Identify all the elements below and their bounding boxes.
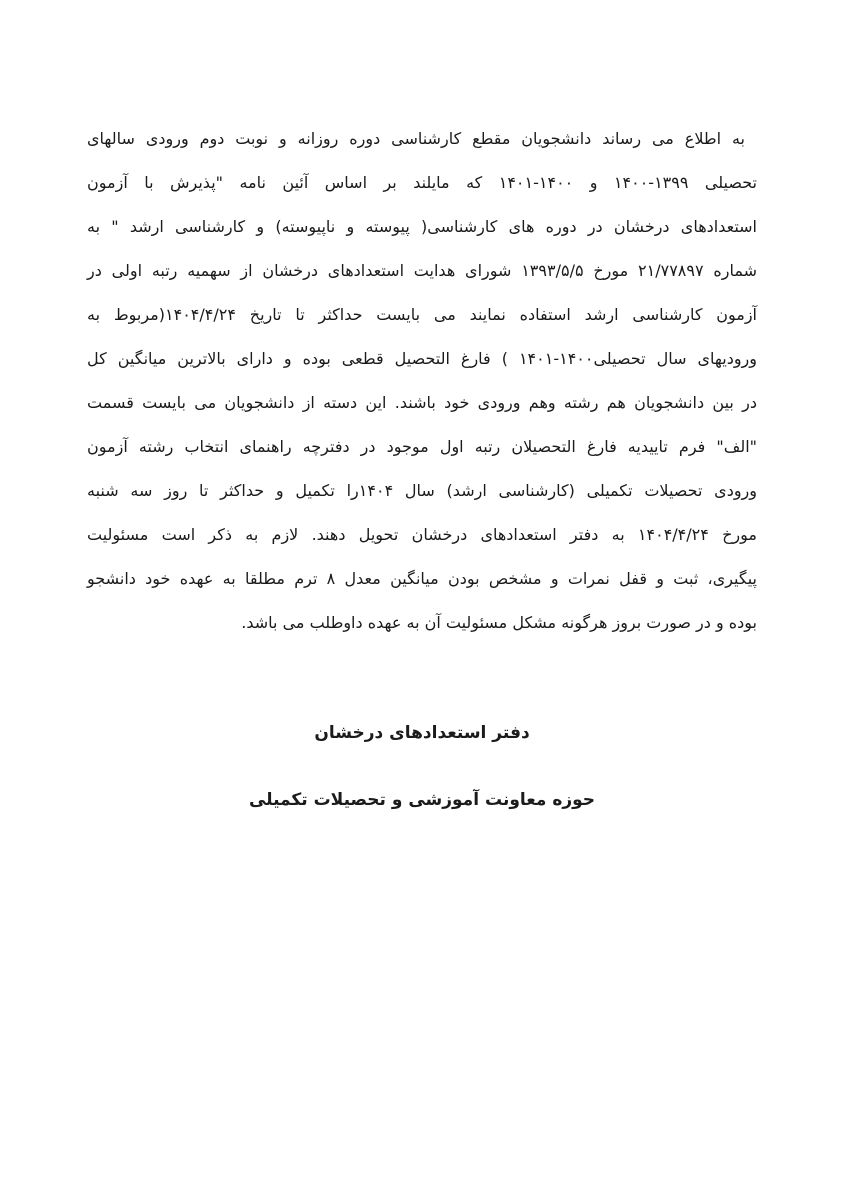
paragraph-line: در بین دانشجویان هم رشته وهم ورودی خود باشند. این دسته از دانشجویان می بایست قسمت [87,393,757,412]
paragraph-line: ورودیهای سال تحصیلی۱۴۰۰-۱۴۰۱ ) فارغ التحصیل قطعی بوده و دارای بالاترین میانگین کل [87,349,757,368]
signature-department: حوزه معاونت آموزشی و تحصیلات تکمیلی [248,790,596,810]
signature-office: دفتر استعدادهای درخشان [314,723,530,743]
paragraph-line: بوده و در صورت بروز هرگونه مشکل مسئولیت آن به عهده داوطلب می باشد. [241,613,757,632]
paragraph-line: استعدادهای درخشان در دوره های کارشناسی( پیوسته و ناپیوسته) و کارشناسی ارشد " به [87,217,757,236]
paragraph-line: مورخ ۱۴۰۴/۴/۲۴ به دفتر استعدادهای درخشان تحویل دهند. لازم به ذکر است مسئولیت [87,525,757,544]
paragraph-line: "الف" فرم تاییدیه فارغ التحصیلان رتبه اول موجود در دفترچه راهنمای انتخاب رشته آزمون [87,437,757,456]
paragraph-line: شماره ۲۱/۷۷۸۹۷ مورخ ۱۳۹۳/۵/۵ شورای هدایت استعدادهای درخشان از سهمیه رتبه اولی در [87,261,758,280]
paragraph-line: ورودی تحصیلات تکمیلی (کارشناسی ارشد) سال ۱۴۰۴را تکمیل و حداکثر تا روز سه شنبه [87,481,758,500]
paragraph-line: پیگیری، ثبت و قفل نمرات و مشخص بودن میانگین معدل ۸ ترم مطلقا به عهده خود دانشجو [87,569,757,588]
notice-paragraph [87,117,757,645]
paragraph-line: تحصیلی ۱۳۹۹-۱۴۰۰ و ۱۴۰۰-۱۴۰۱ که مایلند بر اساس آئین نامه "پذیرش با آزمون [87,173,758,192]
paragraph-line: آزمون کارشناسی ارشد استفاده نمایند می بایست حداکثر تا تاریخ ۱۴۰۴/۴/۲۴(مربوط به [87,305,758,324]
paragraph-line: به اطلاع می رساند دانشجویان مقطع کارشناسی دوره روزانه و نوبت دوم ورودی سالهای [87,129,745,148]
